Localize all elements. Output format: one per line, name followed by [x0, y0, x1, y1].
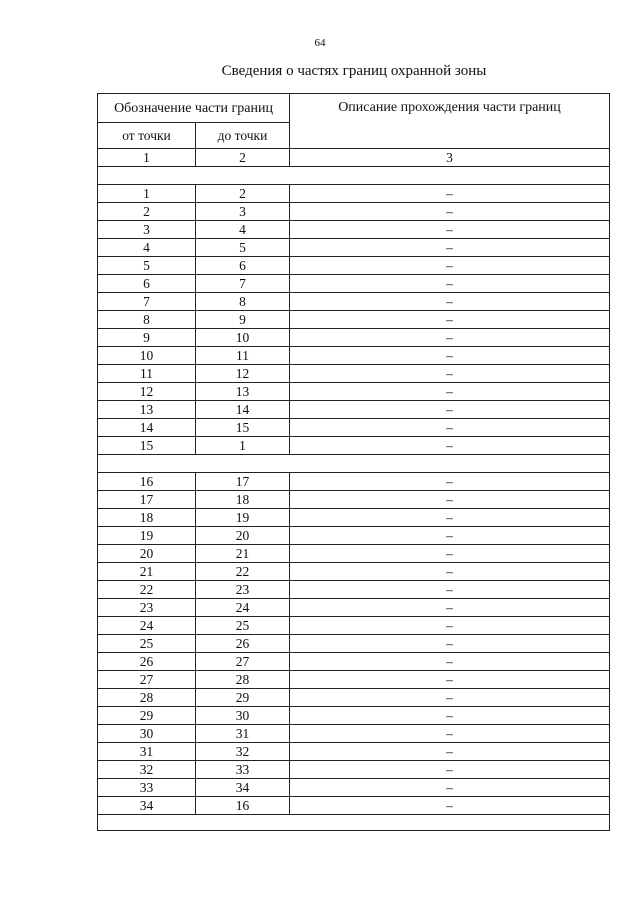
from-point-cell: 13	[98, 401, 196, 419]
table-row	[98, 581, 610, 599]
to-point-cell: 13	[196, 383, 290, 401]
table-row	[98, 725, 610, 743]
to-point-cell: 28	[196, 671, 290, 689]
table-row	[98, 311, 610, 329]
description-cell: –	[290, 329, 610, 347]
description-cell: –	[290, 779, 610, 797]
to-point-cell: 11	[196, 347, 290, 365]
table-row	[98, 437, 610, 455]
table-row	[98, 617, 610, 635]
from-point-cell: 31	[98, 743, 196, 761]
description-cell: –	[290, 383, 610, 401]
from-point-cell: 8	[98, 311, 196, 329]
from-point-cell: 21	[98, 563, 196, 581]
table-row	[98, 797, 610, 815]
from-point-cell: 19	[98, 527, 196, 545]
column-number: 2	[196, 149, 290, 167]
table-row	[98, 509, 610, 527]
from-point-cell: 1	[98, 185, 196, 203]
table-row	[98, 635, 610, 653]
table-row	[98, 779, 610, 797]
section-separator-row	[98, 167, 610, 185]
to-point-cell: 10	[196, 329, 290, 347]
to-point-cell: 32	[196, 743, 290, 761]
to-point-cell: 14	[196, 401, 290, 419]
to-point-cell: 20	[196, 527, 290, 545]
description-cell: –	[290, 617, 610, 635]
document-title: Сведения о частях границ охранной зоны	[221, 63, 487, 79]
description-cell: –	[290, 797, 610, 815]
from-point-cell: 22	[98, 581, 196, 599]
to-point-header: до точки	[196, 123, 290, 149]
from-point-cell: 14	[98, 419, 196, 437]
description-cell: –	[290, 473, 610, 491]
to-point-cell: 17	[196, 473, 290, 491]
description-cell: –	[290, 653, 610, 671]
table-row	[98, 347, 610, 365]
to-point-cell: 1	[196, 437, 290, 455]
to-point-cell: 12	[196, 365, 290, 383]
description-cell: –	[290, 311, 610, 329]
table-row	[98, 401, 610, 419]
to-point-cell: 26	[196, 635, 290, 653]
from-point-header: от точки	[98, 123, 196, 149]
to-point-cell: 8	[196, 293, 290, 311]
header-row	[98, 94, 610, 123]
page-number: 64	[314, 37, 326, 49]
table-row	[98, 275, 610, 293]
from-point-cell: 3	[98, 221, 196, 239]
from-point-cell: 24	[98, 617, 196, 635]
description-cell: –	[290, 599, 610, 617]
table-row	[98, 707, 610, 725]
table-row	[98, 365, 610, 383]
to-point-cell: 4	[196, 221, 290, 239]
section-separator-row	[98, 455, 610, 473]
description-cell: –	[290, 743, 610, 761]
from-point-cell: 15	[98, 437, 196, 455]
from-point-cell: 23	[98, 599, 196, 617]
to-point-cell: 2	[196, 185, 290, 203]
from-point-cell: 6	[98, 275, 196, 293]
table-row	[98, 329, 610, 347]
from-point-cell: 9	[98, 329, 196, 347]
from-point-cell: 26	[98, 653, 196, 671]
section-separator	[98, 455, 610, 473]
to-point-cell: 30	[196, 707, 290, 725]
table-row	[98, 257, 610, 275]
description-cell: –	[290, 491, 610, 509]
table-body	[98, 94, 610, 831]
table-row	[98, 689, 610, 707]
column-number: 1	[98, 149, 196, 167]
description-cell: –	[290, 401, 610, 419]
from-point-cell: 2	[98, 203, 196, 221]
from-point-cell: 33	[98, 779, 196, 797]
table-row	[98, 761, 610, 779]
to-point-cell: 3	[196, 203, 290, 221]
description-cell: –	[290, 761, 610, 779]
column-number-row	[98, 149, 610, 167]
description-cell: –	[290, 347, 610, 365]
description-cell: –	[290, 257, 610, 275]
description-cell: –	[290, 581, 610, 599]
description-cell: –	[290, 545, 610, 563]
description-cell: –	[290, 509, 610, 527]
description-cell: –	[290, 527, 610, 545]
description-cell: –	[290, 671, 610, 689]
from-point-cell: 18	[98, 509, 196, 527]
table-row	[98, 383, 610, 401]
table-end-row	[98, 815, 610, 831]
section-separator	[98, 167, 610, 185]
to-point-cell: 18	[196, 491, 290, 509]
to-point-cell: 34	[196, 779, 290, 797]
table-row	[98, 185, 610, 203]
to-point-cell: 27	[196, 653, 290, 671]
from-point-cell: 29	[98, 707, 196, 725]
description-cell: –	[290, 689, 610, 707]
to-point-cell: 5	[196, 239, 290, 257]
from-point-cell: 10	[98, 347, 196, 365]
to-point-cell: 9	[196, 311, 290, 329]
table-row	[98, 563, 610, 581]
table-row	[98, 203, 610, 221]
table-row	[98, 599, 610, 617]
table-row	[98, 221, 610, 239]
from-point-cell: 27	[98, 671, 196, 689]
to-point-cell: 15	[196, 419, 290, 437]
table-row	[98, 491, 610, 509]
description-cell: –	[290, 707, 610, 725]
from-point-cell: 5	[98, 257, 196, 275]
to-point-cell: 7	[196, 275, 290, 293]
from-point-cell: 28	[98, 689, 196, 707]
boundary-designation-header: Обозначение части границ	[98, 94, 290, 123]
from-point-cell: 32	[98, 761, 196, 779]
table-row	[98, 671, 610, 689]
to-point-cell: 16	[196, 797, 290, 815]
table-row	[98, 545, 610, 563]
boundary-parts-table	[97, 93, 610, 831]
from-point-cell: 16	[98, 473, 196, 491]
from-point-cell: 12	[98, 383, 196, 401]
table-row	[98, 473, 610, 491]
description-header: Описание прохождения части границ	[290, 94, 610, 149]
to-point-cell: 19	[196, 509, 290, 527]
description-cell: –	[290, 221, 610, 239]
description-cell: –	[290, 275, 610, 293]
description-cell: –	[290, 635, 610, 653]
from-point-cell: 11	[98, 365, 196, 383]
description-cell: –	[290, 365, 610, 383]
table-row	[98, 239, 610, 257]
to-point-cell: 33	[196, 761, 290, 779]
to-point-cell: 22	[196, 563, 290, 581]
from-point-cell: 30	[98, 725, 196, 743]
from-point-cell: 20	[98, 545, 196, 563]
table-row	[98, 293, 610, 311]
from-point-cell: 17	[98, 491, 196, 509]
from-point-cell: 4	[98, 239, 196, 257]
to-point-cell: 29	[196, 689, 290, 707]
description-cell: –	[290, 239, 610, 257]
to-point-cell: 31	[196, 725, 290, 743]
description-cell: –	[290, 203, 610, 221]
table-row	[98, 653, 610, 671]
description-cell: –	[290, 725, 610, 743]
description-cell: –	[290, 293, 610, 311]
table-row	[98, 419, 610, 437]
to-point-cell: 6	[196, 257, 290, 275]
to-point-cell: 23	[196, 581, 290, 599]
to-point-cell: 25	[196, 617, 290, 635]
from-point-cell: 25	[98, 635, 196, 653]
table-row	[98, 527, 610, 545]
description-cell: –	[290, 419, 610, 437]
description-cell: –	[290, 437, 610, 455]
to-point-cell: 24	[196, 599, 290, 617]
from-point-cell: 7	[98, 293, 196, 311]
from-point-cell: 34	[98, 797, 196, 815]
column-number: 3	[290, 149, 610, 167]
table-end-cell	[98, 815, 610, 831]
to-point-cell: 21	[196, 545, 290, 563]
description-cell: –	[290, 563, 610, 581]
table-row	[98, 743, 610, 761]
description-cell: –	[290, 185, 610, 203]
